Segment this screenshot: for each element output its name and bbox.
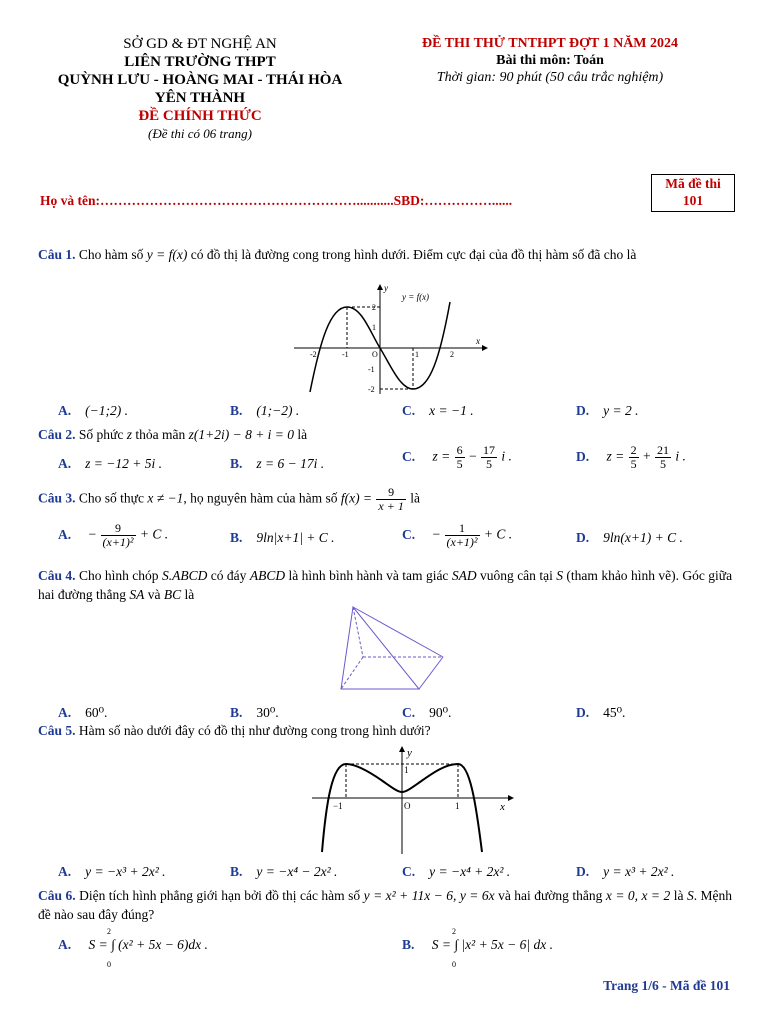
q3-cond: x ≠ −1 <box>147 490 184 506</box>
option-key: C. <box>402 705 416 720</box>
fraction <box>481 444 497 471</box>
y-axis-arrow <box>377 284 383 290</box>
numerator: 2 <box>630 443 637 457</box>
operator: − <box>469 448 477 464</box>
q2-option-a[interactable] <box>58 456 162 472</box>
q6-expr: y = x² + 11x − 6, y = 6x <box>363 888 495 903</box>
option-value: 60⁰. <box>85 705 108 720</box>
question-label: Câu 1. <box>38 247 76 262</box>
fraction <box>445 522 480 549</box>
tick-y: -2 <box>368 385 375 394</box>
y-axis-label: y <box>384 283 388 293</box>
q4-option-a[interactable] <box>58 705 107 721</box>
question-label: Câu 4. <box>38 568 76 583</box>
question-3 <box>38 486 732 513</box>
integral-lower: 0 <box>452 960 456 969</box>
q4-text-5: (tham khảo hình vẽ). Góc giữa hai đường thẳng <box>38 568 733 602</box>
header-left <box>30 35 370 143</box>
option-key: A. <box>58 937 72 952</box>
q4-option-b[interactable] <box>230 705 279 721</box>
tick-origin: O <box>372 350 378 359</box>
option-key: B. <box>230 705 243 720</box>
q1-expr: y = f(x) <box>146 247 188 262</box>
exam-code-box <box>651 174 735 212</box>
question-5 <box>38 721 732 740</box>
x-axis-arrow <box>482 345 488 351</box>
denominator: 5 <box>486 457 492 471</box>
question-4 <box>38 566 732 604</box>
denominator: 5 <box>630 457 637 471</box>
option-key: B. <box>230 530 243 545</box>
q6-option-b[interactable] <box>402 937 553 953</box>
option-key: A. <box>58 526 72 542</box>
integral-upper: 2 <box>452 927 456 936</box>
pyramid-face <box>341 607 419 689</box>
q4-text: Cho hình chóp <box>78 568 159 583</box>
option-value: z = <box>432 448 451 464</box>
tick-y: 1 <box>372 323 376 332</box>
q5-graph <box>310 744 520 856</box>
option-value: y = −x⁴ − 2x² . <box>256 864 338 879</box>
tick-x: 2 <box>450 350 454 359</box>
numerator: 1 <box>445 522 480 536</box>
option-value: + C . <box>483 526 513 542</box>
q1-option-b[interactable] <box>230 403 299 419</box>
header-right <box>390 35 710 86</box>
q3-text-3: là <box>410 490 420 506</box>
q2-var: z <box>126 427 132 442</box>
tick-x: -2 <box>310 350 317 359</box>
subject: Bài thi môn: Toán <box>496 53 604 68</box>
q4-and: và <box>147 587 161 602</box>
option-value: z = −12 + 5i . <box>85 456 162 471</box>
option-key: B. <box>230 456 243 471</box>
question-label: Câu 3. <box>38 490 76 506</box>
q2-option-b[interactable] <box>230 456 324 472</box>
q5-option-b[interactable] <box>230 864 337 880</box>
q4-text-6: là <box>184 587 195 602</box>
school-line-3: YÊN THÀNH <box>154 90 246 106</box>
x-axis-label: x <box>476 336 480 346</box>
tick-y: -1 <box>368 365 375 374</box>
denominator: 5 <box>456 457 463 471</box>
q4-base: ABCD <box>249 568 286 583</box>
q4-text-2: có đáy <box>210 568 247 583</box>
option-value: 30⁰. <box>256 705 279 720</box>
option-key: C. <box>402 526 416 542</box>
option-value: y = −x⁴ + 2x² . <box>429 864 511 879</box>
q4-text-4: vuông cân tại <box>480 568 553 583</box>
option-key: D. <box>576 864 590 879</box>
exam-code-label: Mã đề thi <box>665 176 721 191</box>
q5-text: Hàm số nào dưới đây có đồ thị như đường cong trong hình dưới? <box>78 723 431 738</box>
q2-expr: z(1+2i) − 8 + i = 0 <box>188 427 295 442</box>
tick-y: 1 <box>404 765 409 775</box>
page-footer: Trang 1/6 - Mã đề 101 <box>603 978 730 993</box>
option-key: A. <box>58 456 72 471</box>
integral-lower: 0 <box>107 960 111 969</box>
q1-text: Cho hàm số <box>78 247 144 262</box>
q3-option-c[interactable] <box>402 522 512 549</box>
option-value: x = −1 . <box>429 403 474 418</box>
option-value: y = −x³ + 2x² . <box>85 864 166 879</box>
school-line-2: QUỲNH LƯU - HOÀNG MAI - THÁI HÒA <box>57 72 343 88</box>
denominator: (x+1)² <box>102 535 134 549</box>
option-value: 45⁰. <box>603 705 626 720</box>
x-axis-arrow <box>508 795 514 801</box>
tick-x: −1 <box>333 801 343 811</box>
question-6 <box>38 886 732 924</box>
official-label: ĐỀ CHÍNH THỨC <box>138 108 262 124</box>
denominator: 5 <box>660 457 666 471</box>
q2-text: Số phức <box>78 427 124 442</box>
fraction <box>376 486 405 513</box>
q3-option-b[interactable] <box>230 530 335 546</box>
q4-tri: SAD <box>451 568 477 583</box>
x-axis-label: x <box>500 801 505 813</box>
numerator: 6 <box>456 443 463 457</box>
option-value: y = x³ + 2x² . <box>603 864 675 879</box>
question-label: Câu 5. <box>38 723 76 738</box>
tick-origin: O <box>404 801 411 811</box>
q4-option-d[interactable] <box>576 705 625 721</box>
exam-code-value: 101 <box>682 193 704 208</box>
q3-text: Cho số thực <box>78 490 144 506</box>
hidden-edge <box>341 657 363 689</box>
option-value: y = 2 . <box>603 403 639 418</box>
option-key: D. <box>576 705 590 720</box>
q4-pyramid-figure <box>335 603 460 698</box>
option-key: B. <box>230 403 243 418</box>
q6-lines: x = 0, x = 2 <box>605 888 671 903</box>
school-line-1: LIÊN TRƯỜNG THPT <box>124 54 276 70</box>
option-value: i . <box>501 448 512 464</box>
q4-text-3: là hình bình hành và tam giác <box>288 568 449 583</box>
operator: − <box>88 526 97 542</box>
option-value: i . <box>675 448 686 464</box>
option-key: A. <box>58 864 72 879</box>
question-label: Câu 2. <box>38 427 76 442</box>
fraction <box>629 444 639 471</box>
option-key: C. <box>402 864 416 879</box>
hidden-edge <box>353 607 363 657</box>
fraction <box>101 522 136 549</box>
q1-graph <box>290 282 490 402</box>
tick-y: 2 <box>372 303 376 312</box>
exam-title: ĐỀ THI THỬ TNTHPT ĐỢT 1 NĂM 2024 <box>421 36 679 51</box>
option-key: D. <box>576 530 590 545</box>
q6-text-3: là <box>673 888 684 903</box>
pyramid-edge <box>353 607 443 657</box>
q1-text-2: có đồ thị là đường cong trong hình dưới. Điểm cực đại của đồ thị hàm số đã cho là <box>190 247 637 262</box>
q4-shape: S.ABCD <box>161 568 208 583</box>
option-value: (1;−2) . <box>256 403 300 418</box>
q4-line-2: BC <box>163 587 182 602</box>
tick-x: 1 <box>415 350 419 359</box>
option-key: A. <box>58 403 72 418</box>
q2-option-d[interactable] <box>576 444 686 471</box>
q6-text: Diện tích hình phẳng giới hạn bởi đồ thị các hàm số <box>79 888 361 903</box>
q3-option-a[interactable] <box>58 522 168 549</box>
q4-option-c[interactable] <box>402 705 451 721</box>
q6-text-2: và hai đường thẳng <box>498 888 603 903</box>
option-key: A. <box>58 705 72 720</box>
integral-upper: 2 <box>107 927 111 936</box>
q2-text-2: thỏa mãn <box>135 427 186 442</box>
option-value: (−1;2) . <box>85 403 128 418</box>
q1-option-d[interactable] <box>576 403 638 419</box>
tick-x: -1 <box>342 350 349 359</box>
time-limit: Thời gian: 90 phút (50 câu trắc nghiệm) <box>436 70 664 85</box>
q1-option-a[interactable] <box>58 403 128 419</box>
option-value: 9ln(x+1) + C . <box>603 530 683 545</box>
fraction <box>455 444 465 471</box>
q5-option-a[interactable] <box>58 864 166 880</box>
question-1 <box>38 245 732 264</box>
pyramid-edge <box>419 657 443 689</box>
student-info-line: Họ và tên:…………………………………………………...........SBD:……………...... <box>40 193 513 208</box>
option-key: B. <box>230 864 243 879</box>
dept-name: SỞ GD & ĐT NGHỆ AN <box>123 36 277 52</box>
option-value: + C . <box>139 526 169 542</box>
y-axis-label: y <box>407 747 412 759</box>
option-value: 90⁰. <box>429 705 452 720</box>
q2-text-3: là <box>297 427 308 442</box>
q4-line-1: SA <box>129 587 145 602</box>
q6-s: S <box>686 888 694 903</box>
option-value: z = 6 − 17i . <box>256 456 325 471</box>
numerator: 9 <box>376 486 405 500</box>
option-key: D. <box>576 448 590 464</box>
option-key: C. <box>402 448 416 464</box>
option-value: S = ∫ |x² + 5x − 6| dx . <box>431 937 553 952</box>
y-axis-arrow <box>399 746 405 752</box>
operator: + <box>643 448 651 464</box>
question-2 <box>38 425 732 444</box>
denominator: x + 1 <box>378 499 404 513</box>
option-value: z = <box>606 448 625 464</box>
q5-option-d[interactable] <box>576 864 674 880</box>
option-value: S = ∫ (x² + 5x − 6)dx . <box>88 937 208 952</box>
denominator: (x+1)² <box>446 535 478 549</box>
q1-option-c[interactable] <box>402 403 474 419</box>
q5-option-c[interactable] <box>402 864 510 880</box>
question-label: Câu 6. <box>38 888 76 903</box>
option-key: B. <box>402 937 415 952</box>
q2-option-c[interactable] <box>402 444 512 471</box>
numerator: 21 <box>657 443 669 457</box>
operator: − <box>432 526 441 542</box>
numerator: 17 <box>483 443 495 457</box>
page-count: (Đề thi có 06 trang) <box>148 126 252 141</box>
q6-option-a[interactable] <box>58 937 208 953</box>
q3-text-2: , họ nguyên hàm của hàm số <box>183 490 338 506</box>
q3-fx: f(x) = <box>340 490 373 506</box>
option-value: 9ln|x+1| + C . <box>256 530 335 545</box>
fraction <box>655 444 671 471</box>
option-key: D. <box>576 403 590 418</box>
q3-option-d[interactable] <box>576 530 683 546</box>
curve-label: y = f(x) <box>402 292 430 302</box>
tick-x: 1 <box>455 801 460 811</box>
numerator: 9 <box>101 522 136 536</box>
q4-s: S <box>556 568 563 583</box>
option-key: C. <box>402 403 416 418</box>
q6-text-4: . Mệnh đề nào sau đây đúng? <box>38 888 733 922</box>
